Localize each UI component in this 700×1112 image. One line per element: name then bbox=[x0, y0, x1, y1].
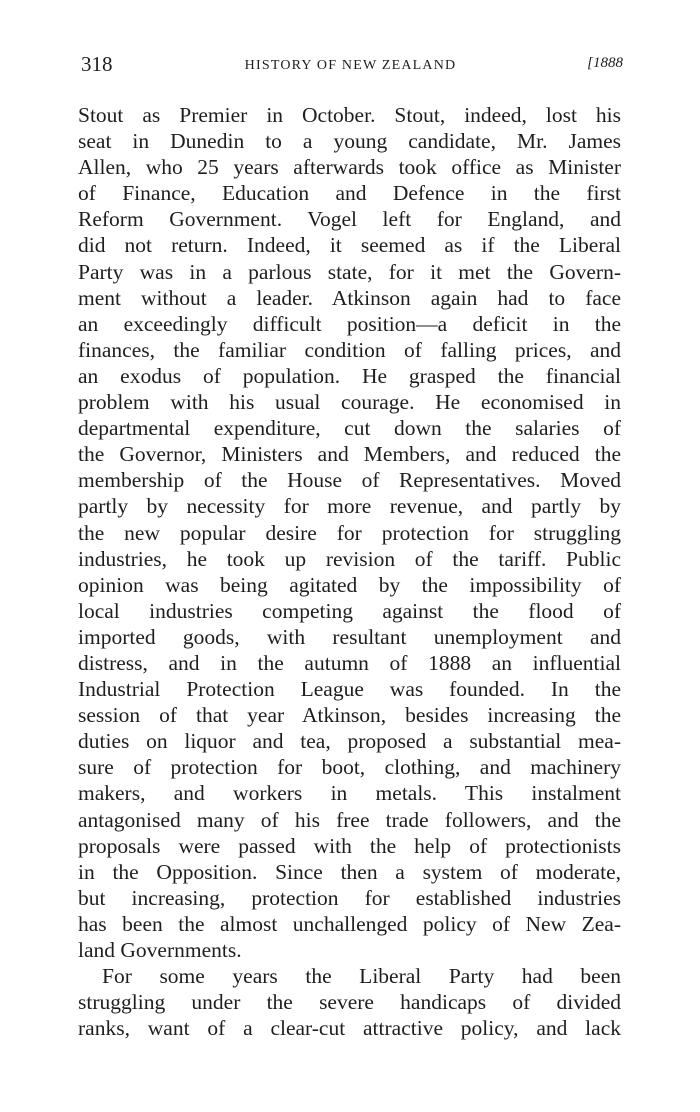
text-line: an exodus of population. He grasped the financial bbox=[78, 363, 621, 388]
running-header bbox=[78, 52, 623, 82]
header-year: [1888 bbox=[587, 55, 623, 71]
text-line: Industrial Protection League was founded. In the bbox=[78, 677, 621, 702]
text-line: in the Opposition. Since then a system of moderate, bbox=[78, 859, 621, 884]
text-line: Stout as Premier in October. Stout, indeed, lost his bbox=[78, 103, 621, 127]
text-line: opinion was being agitated by the impossibility of bbox=[78, 572, 621, 597]
running-title: HISTORY OF NEW ZEALAND bbox=[244, 58, 457, 73]
text-line: problem with his usual courage. He economised in bbox=[78, 390, 621, 415]
text-line: industries, he took up revision of the tariff. Public bbox=[78, 546, 621, 571]
text-line: makers, and workers in metals. This instalment bbox=[78, 781, 621, 806]
text-line: local industries competing against the flood of bbox=[78, 598, 621, 623]
text-line: Reform Government. Vogel left for England, and bbox=[78, 207, 621, 232]
text-line: struggling under the severe handicaps of divided bbox=[78, 990, 621, 1015]
text-line: of Finance, Education and Defence in the first bbox=[78, 181, 621, 206]
text-line: the Governor, Ministers and Members, and reduced the bbox=[78, 442, 621, 467]
text-line: seat in Dunedin to a young candidate, Mr. James bbox=[78, 129, 621, 154]
text-line: ment without a leader. Atkinson again had to face bbox=[78, 285, 621, 310]
text-line: has been the almost unchallenged policy of New Zea- bbox=[78, 911, 621, 936]
text-line: departmental expenditure, cut down the salaries of bbox=[78, 416, 621, 441]
paragraph bbox=[78, 102, 621, 963]
text-line: session of that year Atkinson, besides increasing the bbox=[78, 703, 621, 728]
text-line: an exceedingly difficult position—a deficit in the bbox=[78, 311, 621, 336]
text-line: distress, and in the autumn of 1888 an influential bbox=[78, 650, 621, 675]
text-line: duties on liquor and tea, proposed a substantial mea- bbox=[78, 729, 621, 754]
text-line: For some years the Liberal Party had been bbox=[102, 964, 621, 989]
text-line: proposals were passed with the help of protectionists bbox=[78, 833, 621, 858]
paragraph bbox=[78, 963, 621, 1041]
text-line: Allen, who 25 years afterwards took office as Minister bbox=[78, 155, 621, 180]
body-text bbox=[78, 102, 621, 1041]
text-line: membership of the House of Representatives. Moved bbox=[78, 468, 621, 493]
text-line: did not return. Indeed, it seemed as if the Liberal bbox=[78, 233, 621, 258]
text-line: ranks, want of a clear-cut attractive policy, and lack bbox=[78, 1016, 621, 1041]
text-line: partly by necessity for more revenue, and partly by bbox=[78, 494, 621, 519]
text-line: sure of protection for boot, clothing, and machinery bbox=[78, 755, 621, 780]
text-line: imported goods, with resultant unemployment and bbox=[78, 624, 621, 649]
text-line: Party was in a parlous state, for it met the Govern- bbox=[78, 259, 621, 284]
text-line: antagonised many of his free trade followers, and the bbox=[78, 807, 621, 832]
text-line: the new popular desire for protection for struggling bbox=[78, 520, 621, 545]
page-number: 318 bbox=[81, 52, 113, 76]
text-line: finances, the familiar condition of falling prices, and bbox=[78, 337, 621, 362]
text-line: land Governments. bbox=[78, 938, 242, 962]
text-line: but increasing, protection for established industries bbox=[78, 885, 621, 910]
